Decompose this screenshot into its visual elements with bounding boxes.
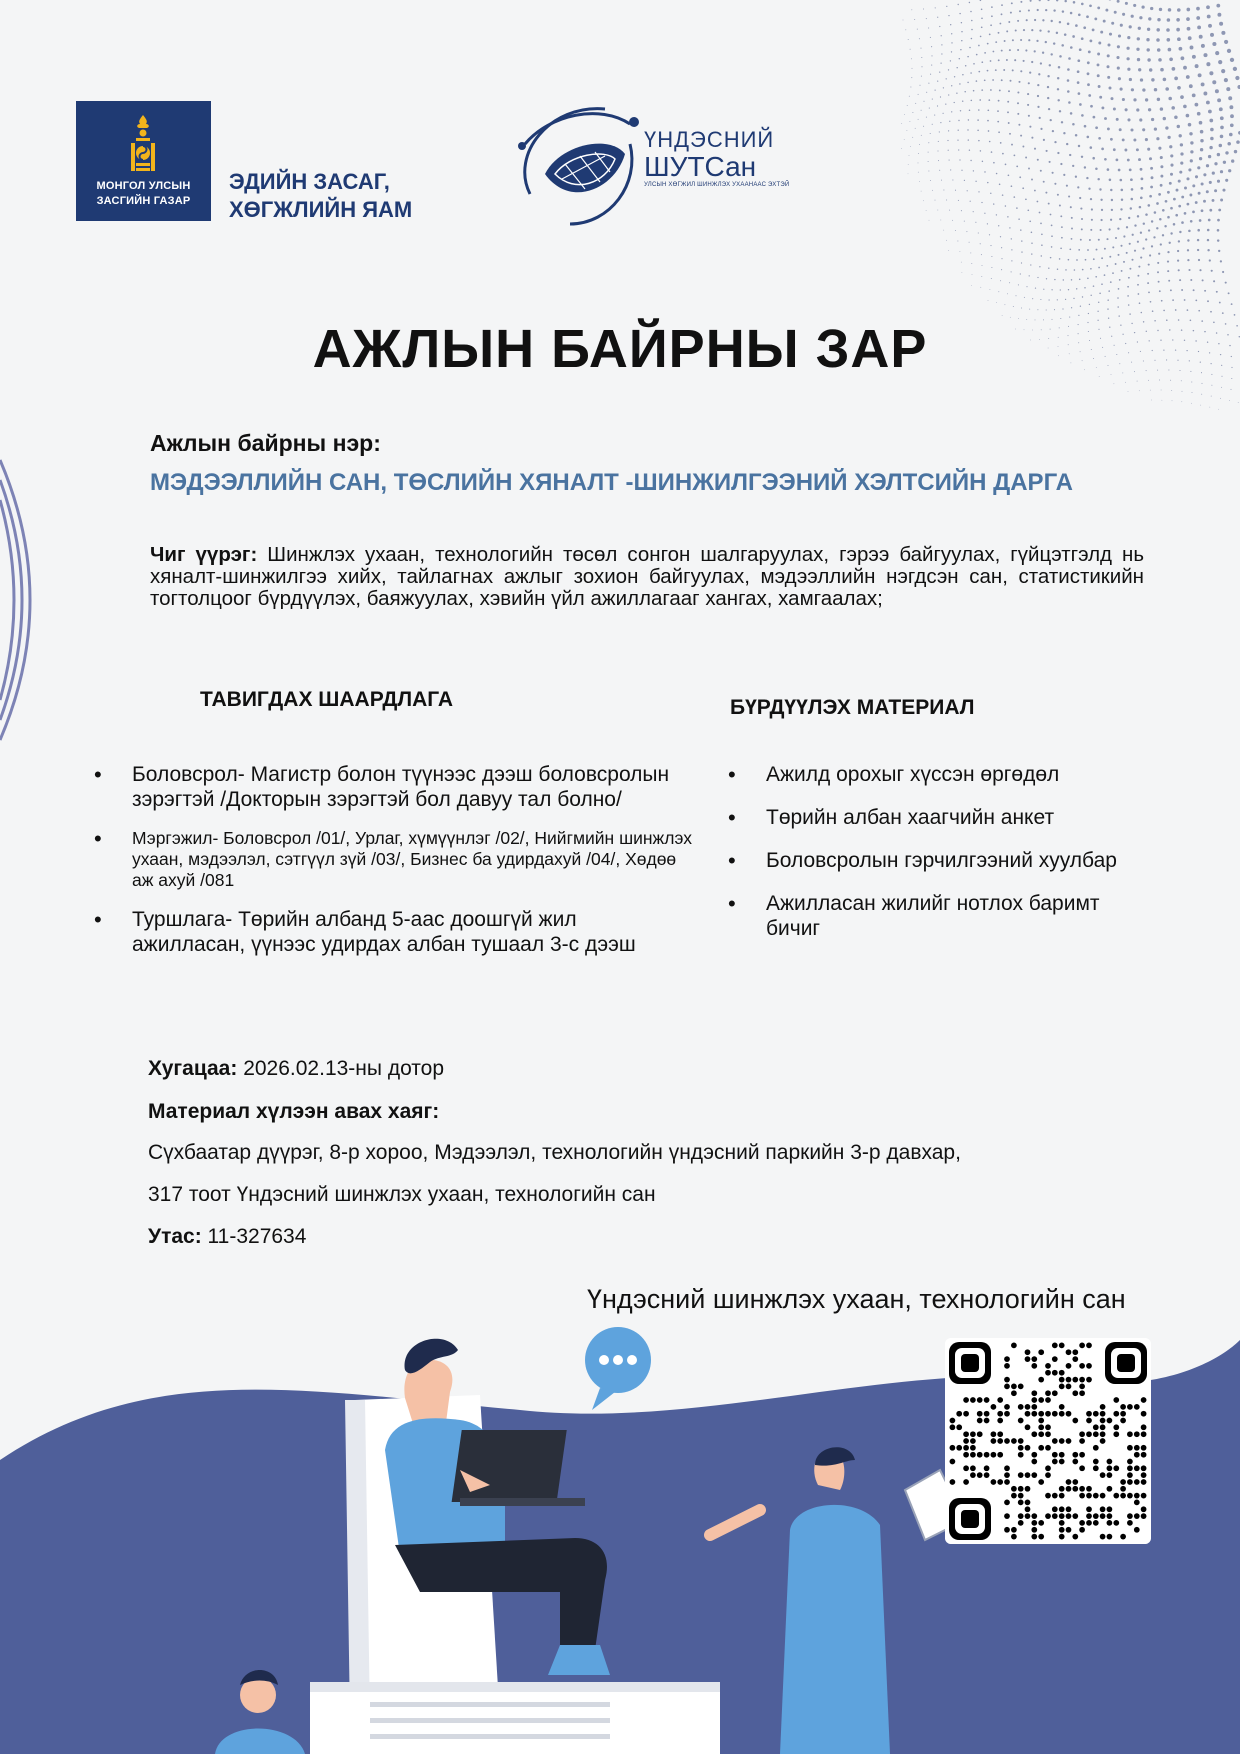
fund-logo-line2: ШУТСан [644, 151, 757, 182]
qr-code[interactable] [945, 1338, 1151, 1544]
address-line2: 317 тоот Үндэсний шинжлэх ухаан, технологийн сан [148, 1183, 656, 1206]
arc-decoration [0, 440, 70, 760]
list-item: • Мэргэжил- Боловсрол /01/, Урлаг, хүмүүнлэг /02/, Нийгмийн шинжлэх ухаан, мэдээлэл, сэтгүүл зүй /03/, Бизнес ба удирдахуй /04/, Хөдөө аж ахуй /081 [94, 828, 694, 891]
phone-value: 11-327634 [207, 1225, 307, 1248]
duty-text: Шинжлэх ухаан, технологийн төсөл сонгон шалгаруулах, гэрээ байгуулах, гүйцэтгэлд нь хяналт-шинжилгээ хийх, тайлагнах ажлыг зохион байгуулах, мэдээллийн нэгдсэн сан, статистикийн тогтолцоог бүрдүүлэх, баяжуулах, хэвийн үйл ажиллагааг хангах, хамгаалах; [150, 543, 1144, 610]
duty-label: Чиг үүрэг: [150, 543, 258, 566]
materials-list [728, 762, 1148, 959]
fund-logo-text [644, 128, 789, 188]
gov-text-line2: ЗАСГИЙН ГАЗАР [96, 195, 191, 207]
fund-logo-line3: УЛСЫН ХӨГЖИЛ ШИНЖЛЭХ УХААНААС ЭХТЭЙ [644, 182, 790, 188]
ministry-line1: ЭДИЙН ЗАСАГ, [229, 169, 390, 194]
position-name: МЭДЭЭЛЛИЙН САН, ТӨСЛИЙН ХЯНАЛТ -ШИНЖИЛГЭЭНИЙ ХЭЛТСИЙН ДАРГА [150, 469, 1073, 496]
soyombo-icon [128, 115, 158, 173]
page-title: АЖЛЫН БАЙРНЫ ЗАР [312, 319, 928, 379]
government-logo [76, 101, 211, 221]
dotted-wave-decoration [900, 0, 1240, 470]
deadline-value: 2026.02.13-ны дотор [243, 1057, 445, 1080]
list-item: • Ажилласан жилийг нотлох баримт бичиг [728, 891, 1148, 941]
fund-logo-icon [510, 94, 650, 234]
phone-label: Утас: [148, 1225, 202, 1248]
list-item: • Туршлага- Төрийн албанд 5-аас доошгүй жил ажилласан, үүнээс удирдах албан тушаал 3-с дээш [94, 907, 694, 957]
requirements-heading: ТАВИГДАХ ШААРДЛАГА [200, 688, 454, 711]
organization-name: Үндэсний шинжлэх ухаан, технологийн сан [587, 1284, 1126, 1314]
chat-bubble-icon [585, 1327, 651, 1410]
gov-text-line1: МОНГОЛ УЛСЫН [96, 180, 191, 192]
list-item: • Боловсролын гэрчилгээний хуулбар [728, 848, 1148, 873]
address-label-text: Материал хүлээн авах хаяг: [148, 1100, 440, 1123]
table-shape [310, 1682, 720, 1754]
deadline-row [148, 1057, 444, 1081]
duty-paragraph [150, 544, 1144, 610]
address-label [148, 1100, 439, 1124]
position-label: Ажлын байрны нэр: [150, 430, 381, 456]
phone-row [148, 1225, 306, 1249]
list-item: • Боловсрол- Магистр болон түүнээс дээш боловсролын зэрэгтэй /Докторын зэрэгтэй бол давуу тал болно/ [94, 762, 694, 812]
list-item: • Төрийн албан хаагчийн анкет [728, 805, 1148, 830]
ministry-line2: ХӨГЖЛИЙН ЯАМ [229, 197, 413, 222]
government-logo-text [76, 179, 211, 209]
materials-heading: БҮРДҮҮЛЭХ МАТЕРИАЛ [730, 696, 975, 719]
requirements-list [94, 762, 694, 973]
fund-logo-line1: ҮНДЭСНИЙ [644, 127, 775, 152]
ministry-name [229, 168, 412, 224]
list-item: • Ажилд орохыг хүссэн өргөдөл [728, 762, 1148, 787]
deadline-label: Хугацаа: [148, 1057, 238, 1080]
address-line1: Сүхбаатар дүүрэг, 8-р хороо, Мэдээлэл, технологийн үндэсний паркийн 3-р давхар, [148, 1141, 961, 1164]
